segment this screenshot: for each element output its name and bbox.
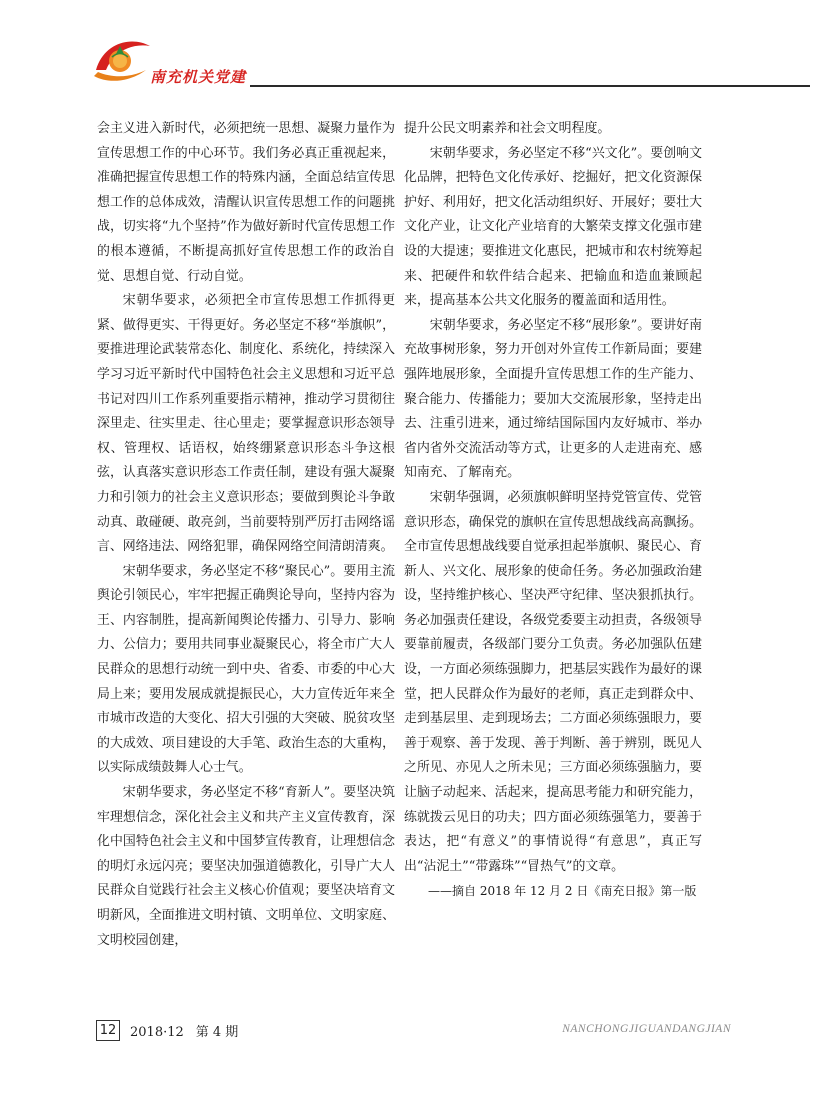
paragraph: 宋朝华要求，务必坚定不移“兴文化”。要创响文化品牌，把特色文化传承好、挖掘好，把文化资源保护好、利用好，把文化活动组织好、开展好；要壮大文化产业，让文化产业培育的大繁荣支撑文化强市建设的大提速；要推进文化惠民，把城市和农村统筹起来、把硬件和软件结合起来、把输血和造血兼顾起来，提高基本公共文化服务的覆盖面和适用性。 xyxy=(404,145,702,309)
paragraph: 宋朝华要求，务必坚定不移“育新人”。要坚决筑牢理想信念，深化社会主义和共产主义宣传教育，深化中国特色社会主义和中国梦宣传教育，让理想信念的明灯永远闪亮；要坚决加强道德教化，引导广大人民群众自觉践行社会主义核心价值观；要坚决培育文明新风，全面推进文明村镇、文明单位、文明家庭、文明校园创建， xyxy=(97,785,395,948)
left-column xyxy=(97,117,395,953)
issue-number: 第 4 期 xyxy=(195,1025,239,1040)
header-title: 南充机关党建 xyxy=(150,68,247,86)
magazine-logo-icon xyxy=(90,34,152,86)
header-divider xyxy=(250,85,810,87)
paragraph: 会主义进入新时代，必须把统一思想、凝聚力量作为宣传思想工作的中心环节。我们务必真正重视起来，准确把握宣传思想工作的特殊内涵，全面总结宣传思想工作的总体成效，清醒认识宣传思想工作的问题挑战，切实将“九个坚持”作为做好新时代宣传思想工作的根本遵循，不断提高抓好宣传思想工作的政治自觉、思想自觉、行动自觉。 xyxy=(97,121,395,284)
paragraph: 宋朝华要求，必须把全市宣传思想工作抓得更紧、做得更实、干得更好。务必坚定不移“举旗帜”，要推进理论武装常态化、制度化、系统化，持续深入学习习近平新时代中国特色社会主义思想和习近平总书记对四川工作系列重要指示精神，推动学习贯彻往深里走、往实里走、往心里走；要掌握意识形态领导权、管理权、话语权，始终绷紧意识形态斗争这根弦，认真落实意识形态工作责任制，建设有强大凝聚力和引领力的社会主义意识形态；要做到舆论斗争敢动真、敢碰硬、敢亮剑，当前要特别严厉打击网络谣言、网络违法、网络犯罪，确保网络空间清朗清爽。 xyxy=(97,293,395,555)
issue-date: 2018·12 xyxy=(130,1025,184,1040)
magazine-name-pinyin: NANCHONGJIGUANDANGJIAN xyxy=(562,1023,731,1035)
source-citation: ——摘自 2018 年 12 月 2 日《南充日报》第一版 xyxy=(428,884,697,899)
issue-info xyxy=(130,1021,238,1040)
page-header xyxy=(0,0,813,100)
right-column xyxy=(404,117,702,904)
paragraph: 宋朝华要求，务必坚定不移“展形象”。要讲好南充故事树形象，努力开创对外宣传工作新局面；要建强阵地展形象，全面提升宣传思想工作的生产能力、聚合能力、传播能力；要加大交流展形象，坚持走出去、注重引进来，通过缔结国际国内友好城市、举办省内省外交流活动等方式，让更多的人走进南充、感知南充、了解南充。 xyxy=(404,317,702,481)
page-number: 12 xyxy=(96,1020,120,1041)
paragraph: 提升公民文明素养和社会文明程度。 xyxy=(404,121,611,136)
paragraph: 宋朝华强调，必须旗帜鲜明坚持党管宣传、党管意识形态，确保党的旗帜在宣传思想战线高高飘扬。全市宣传思想战线要自觉承担起举旗帜、聚民心、育新人、兴文化、展形象的使命任务。务必加强政治建设，坚持维护核心、坚决严守纪律、坚决狠抓执行。务必加强责任建设，各级党委要主动担责，各级领导要靠前履责，各级部门要分工负责。务必加强队伍建设，一方面必须练强脚力，把基层实践作为最好的课堂，把人民群众作为最好的老师，真正走到群众中、走到基层里、走到现场去；二方面必须练强眼力，要善于观察、善于发现、善于判断、善于辨别，既见人之所见、亦见人之所未见；三方面必须练强脑力，要让脑子动起来、活起来，提高思考能力和研究能力，练就拨云见日的功夫；四方面必须练强笔力，要善于表达，把“有意义”的事情说得“有意思”，真正写出“沾泥土”“带露珠”“冒热气”的文章。 xyxy=(404,489,702,874)
paragraph: 宋朝华要求，务必坚定不移“聚民心”。要用主流舆论引领民心，牢牢把握正确舆论导向，坚持内容为王、内容制胜，提高新闻舆论传播力、引导力、影响力、公信力；要用共同事业凝聚民心，将全市广大人民群众的思想行动统一到中央、省委、市委的中心大局上来；要用发展成就提振民心，大力宣传近年来全市城市改造的大变化、招大引强的大突破、脱贫攻坚的大成效、项目建设的大手笔、政治生态的大重构，以实际成绩鼓舞人心士气。 xyxy=(97,563,395,776)
